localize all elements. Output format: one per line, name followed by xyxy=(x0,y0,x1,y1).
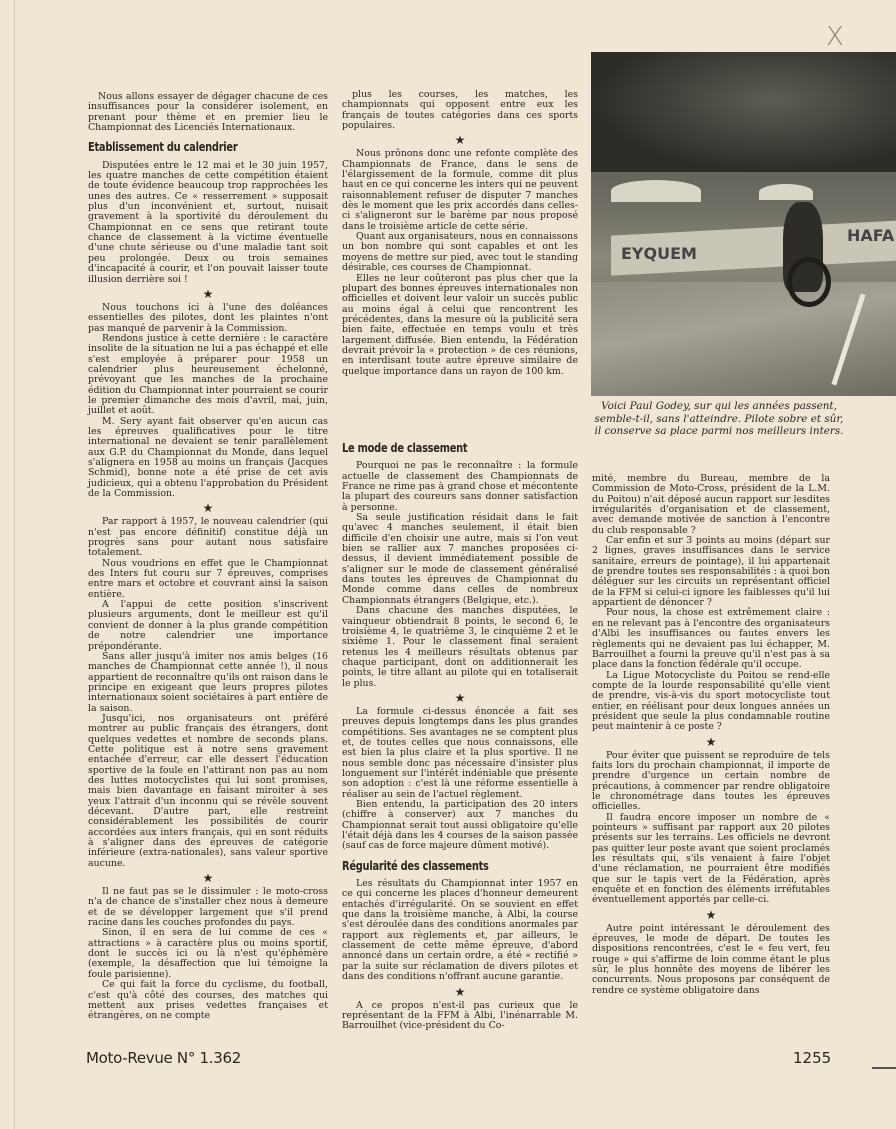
star-separator: ★ xyxy=(454,133,466,148)
paragraph: Il ne faut pas se le dissimuler : le moto-cross n'a de chance de s'installer chez nous à demeure et de se développer largement que s'il prend racine dans les couches profondes du pays. xyxy=(88,886,328,929)
page-number: 1255 xyxy=(793,1049,832,1067)
section-heading-classement: Le mode de classement xyxy=(342,441,468,455)
paragraph: Il faudra encore imposer un nombre de « pointeurs » suffisant par rapport aux 20 pilotes présents sur les terrains. Les officiels ne devront pas quitter leur poste avant que soient proclamés les résultats qui, s'ils venaient à faire l'objet d'une réclamation, ne pourraient être modifiés que sur le tapis vert de la Fédération, après enquête et en fonction des éléments irréfutables éventuellement apportés par celle-ci. xyxy=(592,811,830,906)
star-separator: ★ xyxy=(454,984,466,999)
column-2-lower xyxy=(342,434,578,1032)
paragraph: Sa seule justification résidait dans le fait qu'avec 4 manches seulement, il était bien difficile d'en choisir une autre, mais si l'on veut bien se rallier aux 7 manches proposées ci-dessus, il devient immédiatement possible de s'aligner sur le mode de classement généralisé dans toutes les épreuves de Championnat du Monde comme dans celles de nombreux Championnats étrangers (Belgique, etc.). xyxy=(342,512,578,606)
paragraph: Nous prônons donc une refonte complète des Championnats de France, dans le sens de l'élargissement de la formule, comme dit plus haut en ce qui concerne les inters qui ne peuvent raisonnablement refuser de disputer 7 manches dès le moment que les prix accordés dans celles-ci s'aligneront sur le barème par nous proposé dans le troisième article de cette série. xyxy=(342,148,578,232)
column-1 xyxy=(88,92,328,1022)
star-separator: ★ xyxy=(202,286,214,301)
section-heading-calendar: Etablissement du calendrier xyxy=(88,140,238,155)
star-separator: ★ xyxy=(705,907,717,922)
paragraph: Autre point intéressant le déroulement des épreuves, le mode de départ. De toutes les dispositions rencontrées, c'est le « feu vert, feu rouge » qui s'affirme de loin comme étant le plus sûr, le plus honnête des moyens de libérer les concurrents. Nous proposons par conséquent de rendre ce système obligatoire dans xyxy=(592,922,830,996)
paragraph: Sans aller jusqu'à imiter nos amis belges (16 manches de Championnat cette année !), il nous appartient de reconnaître qu'ils ont raison dans le principe en exigeant que leurs propres pilotes internationaux soient sociétaires à part entière de la saison. xyxy=(88,650,328,714)
paragraph: Par rapport à 1957, le nouveau calendrier (qui n'est pas encore définitif) constitue déjà un progrès sans pour autant nous satisfaire totalement. xyxy=(88,516,328,559)
column-2 xyxy=(342,90,578,377)
paragraph: Pourquoi ne pas le reconnaître : la formule actuelle de classement des Championnats de France ne rime pas à grand chose et mécontente la plupart des coureurs sans donner satisfaction à personne. xyxy=(342,460,578,513)
corner-pencil-mark: X xyxy=(826,22,844,52)
paragraph: Rendons justice à cette dernière : le caractère insolite de la situation ne lui a pas échappé et elle s'est employée à préparer pour 1958 un calendrier plus heureusement échelonné, prévoyant que les manches de la prochaine édition du Championnat inter pourraient se courir le premier dimanche des mois d'avril, mai, juin, juillet et août. xyxy=(88,332,328,417)
photo-caption: Voici Paul Godey, sur qui les années passent, semble-t-il, sans l'atteindre. Pilote sobre et sûr, il conserve sa place parmi nos meilleurs inters. xyxy=(594,400,844,438)
paragraph: Pour éviter que puissent se reproduire de tels faits lors du prochain championnat, il importe de prendre d'urgence un certain nombre de précautions, à commencer par rendre obligatoire le chronométrage dans toutes les épreuves officielles. xyxy=(592,749,830,813)
paragraph: A l'appui de cette position s'inscrivent plusieurs arguments, dont le meilleur est qu'il convient de donner à la plus grande compétition de notre calendrier une importance prépondérante. xyxy=(88,599,328,652)
paragraph: Disputées entre le 12 mai et le 30 juin 1957, les quatre manches de cette compétition étaient de toute évidence beaucoup trop rapprochées les unes des autres. Ce « resserrement » supposait plus d'un inconvénient et, surtout, nuisait gravement à la sportivité du déroulement du Championnat en ce sens que retirant toute chance de classement à la victime éventuelle d'une chute sérieuse ou d'une maladie tant soit peu prolongée. Deux ou trois semaines d'incapacité à courir, et l'on pouvait laisser toute illusion derrière soi ! xyxy=(88,159,328,285)
photo-wheel xyxy=(787,257,831,307)
photo-banner-text: EYQUEM xyxy=(621,244,697,263)
paragraph: Car enfin et sur 3 points au moins (départ sur 2 lignes, graves insuffisances dans le service sanitaire, erreurs de pointage), il lui appartenait de prendre toutes ses responsabilités : à quoi bon déléguer sur les circuits un représentant officiel de la FFM si celui-ci ignore les faiblesses qu'il lui appartient de dénoncer ? xyxy=(592,535,830,609)
column-3 xyxy=(592,474,830,996)
paragraph: Pour nous, la chose est extrêmement claire : en ne relevant pas à l'encontre des organisateurs d'Albi les insuffisances ou fautes envers les règlements qui ne devaient pas lui échapper, M. Barrouilhet a fourni la preuve qu'il n'est pas à sa place dans la fonction fédérale qu'il occupe. xyxy=(592,607,830,671)
star-separator: ★ xyxy=(454,690,466,705)
edge-mark xyxy=(872,1067,896,1069)
page-edge-line xyxy=(14,0,15,1129)
star-separator: ★ xyxy=(202,871,214,886)
paragraph: plus les courses, les matches, les championnats qui opposent entre eux les français de toutes catégories dans ces sports populaires. xyxy=(342,89,578,132)
paragraph: A ce propos n'est-il pas curieux que le représentant de la FFM à Albi, l'inénarrable M. Barrouilhet (vice-président du Co- xyxy=(342,999,578,1032)
star-separator: ★ xyxy=(202,501,214,516)
paragraph: Elles ne leur coûteront pas plus cher que la plupart des bonnes épreuves internationales non officielles et doivent leur valoir un succès public au moins égal à celui que rencontrent les précédentes, dans la mesure où la publicité sera bien faite, effectuée en temps voulu et très largement diffusée. Bien entendu, la Fédération devrait prévoir la « protection » de ces réunions, en interdisant toute autre épreuve similaire de quelque importance dans un rayon de 100 km. xyxy=(342,272,578,377)
paragraph: mité, membre du Bureau, membre de la Commission de Moto-Cross, président de la L.M. du Poitou) n'ait déposé aucun rapport sur lesdites irrégularités d'organisation et de classement, avec demande motivée de sanction à l'encontre du club responsable ? xyxy=(592,473,830,536)
paragraph: Ce qui fait la force du cyclisme, du football, c'est qu'à côté des courses, des matches qui mettent aux prises vedettes françaises et étrangères, on ne compte xyxy=(88,979,328,1022)
paragraph: Nous voudrions en effet que le Championnat des Inters fut couru sur 7 épreuves, comprises entre mars et octobre et couvrant ainsi la saison entière. xyxy=(88,557,328,600)
paragraph: Les résultats du Championnat inter 1957 en ce qui concerne les places d'honneur demeurent entachés d'irrégularité. On se souvient en effet que dans la troisième manche, à Albi, la course s'est déroulée dans des conditions anormales par rapport aux règlements et, par ailleurs, le classement de cette même épreuve, d'abord annoncé dans un certain ordre, a été « rectifié » par la suite sur réclamation de divers pilotes et dans des conditions n'offrant aucune garantie. xyxy=(342,878,578,983)
paragraph: Sinon, il en sera de lui comme de ces « attractions » à caractère plus ou moins sportif, dont le succès ici ou là n'est qu'éphémère (exemple, la désaffection que lui témoigne la foule parisienne). xyxy=(88,927,328,980)
star-separator: ★ xyxy=(705,734,717,749)
section-heading-regularite: Régularité des classements xyxy=(342,858,489,873)
paragraph: Nous touchons ici à l'une des doléances essentielles des pilotes, dont les plaintes n'ont pas manqué de parvenir à la Commission. xyxy=(88,301,328,334)
paragraph: Dans chacune des manches disputées, le vainqueur obtiendrait 8 points, le second 6, le troisième 4, le quatrième 3, le cinquième 2 et le sixième 1. Pour le classement final seraient retenus les 4 meilleurs résultats obtenus par chaque participant, dont on additionnerait les points, le titre allant au pilote qui en totaliserait le plus. xyxy=(342,605,578,689)
paragraph: Nous allons essayer de dégager chacune de ces insuffisances pour la considérer isolement, en prenant pour thème et en premier lieu le Championnat des Licenciés Internationaux. xyxy=(88,91,328,134)
paragraph: Quant aux organisateurs, nous en connaissons un bon nombre qui sont capables et ont les moyens de mettre sur pied, avec tout le standing désirable, ces courses de Championnat. xyxy=(342,231,578,274)
magazine-issue: Moto-Revue N° 1.362 xyxy=(86,1049,241,1067)
race-photo xyxy=(591,52,896,396)
photo-trees xyxy=(591,52,896,172)
paragraph: Jusqu'ici, nos organisateurs ont préféré montrer au public français des étrangers, dont quelques vedettes et nombre de seconds plans. Cette politique est à notre sens gravement entachée d'erreur, car elle dessert l'éducation sportive de la foule en l'attirant non pas au nom des luttes motocyclistes qui lui sont promises, mais bien davantage en faisant miroiter à ses yeux l'attrait d'un inconnu qui se révèle souvent décevant. D'autre part, elle restreint considérablement les possibilités de courir accordées aux inters français, qui en sont réduits à s'aligner dans des épreuves de catégorie inférieure (extra-nationales), sans valeur sportive aucune. xyxy=(88,712,328,869)
paragraph: La Ligue Motocycliste du Poitou se rend-elle compte de la lourde responsabilité qu'elle vient de prendre, vis-à-vis du sport motocycliste tout entier, en réélisant pour deux longues années un président que seule la plus condamnable routine peut maintenir à ce poste ? xyxy=(592,669,830,733)
paragraph: M. Sery ayant fait observer qu'en aucun cas les épreuves qualificatives pour le titre international ne devaient se tenir parallèlement aux G.P. du Championnat du Monde, dans lequel s'alignera en 1958 au moins un français (Jacques Schmid), bonne note a été prise de cet avis judicieux, qui a obtenu l'approbation du Président de la Commission. xyxy=(88,415,328,500)
paragraph: La formule ci-dessus énoncée a fait ses preuves depuis longtemps dans les plus grandes compétitions. Ses avantages ne se comptent plus et, de toutes celles que nous connaissons, elle est bien la plus claire et la plus sportive. Il ne nous semble donc pas nécessaire d'insister plus longuement sur l'intérêt indéniable que présente son adoption : c'est là une réforme essentielle à réaliser au sein de l'actuel règlement. xyxy=(342,705,578,800)
photo-umbrella xyxy=(759,184,813,200)
paragraph: Bien entendu, la participation des 20 inters (chiffre à conserver) aux 7 manches du Championnat serait tout aussi obligatoire qu'elle l'était déjà dans les 4 courses de la saison passée (sauf cas de force majeure dûment motivé). xyxy=(342,799,578,852)
photo-banner-text-2: HAFA xyxy=(847,226,895,245)
photo-umbrella xyxy=(611,180,701,202)
